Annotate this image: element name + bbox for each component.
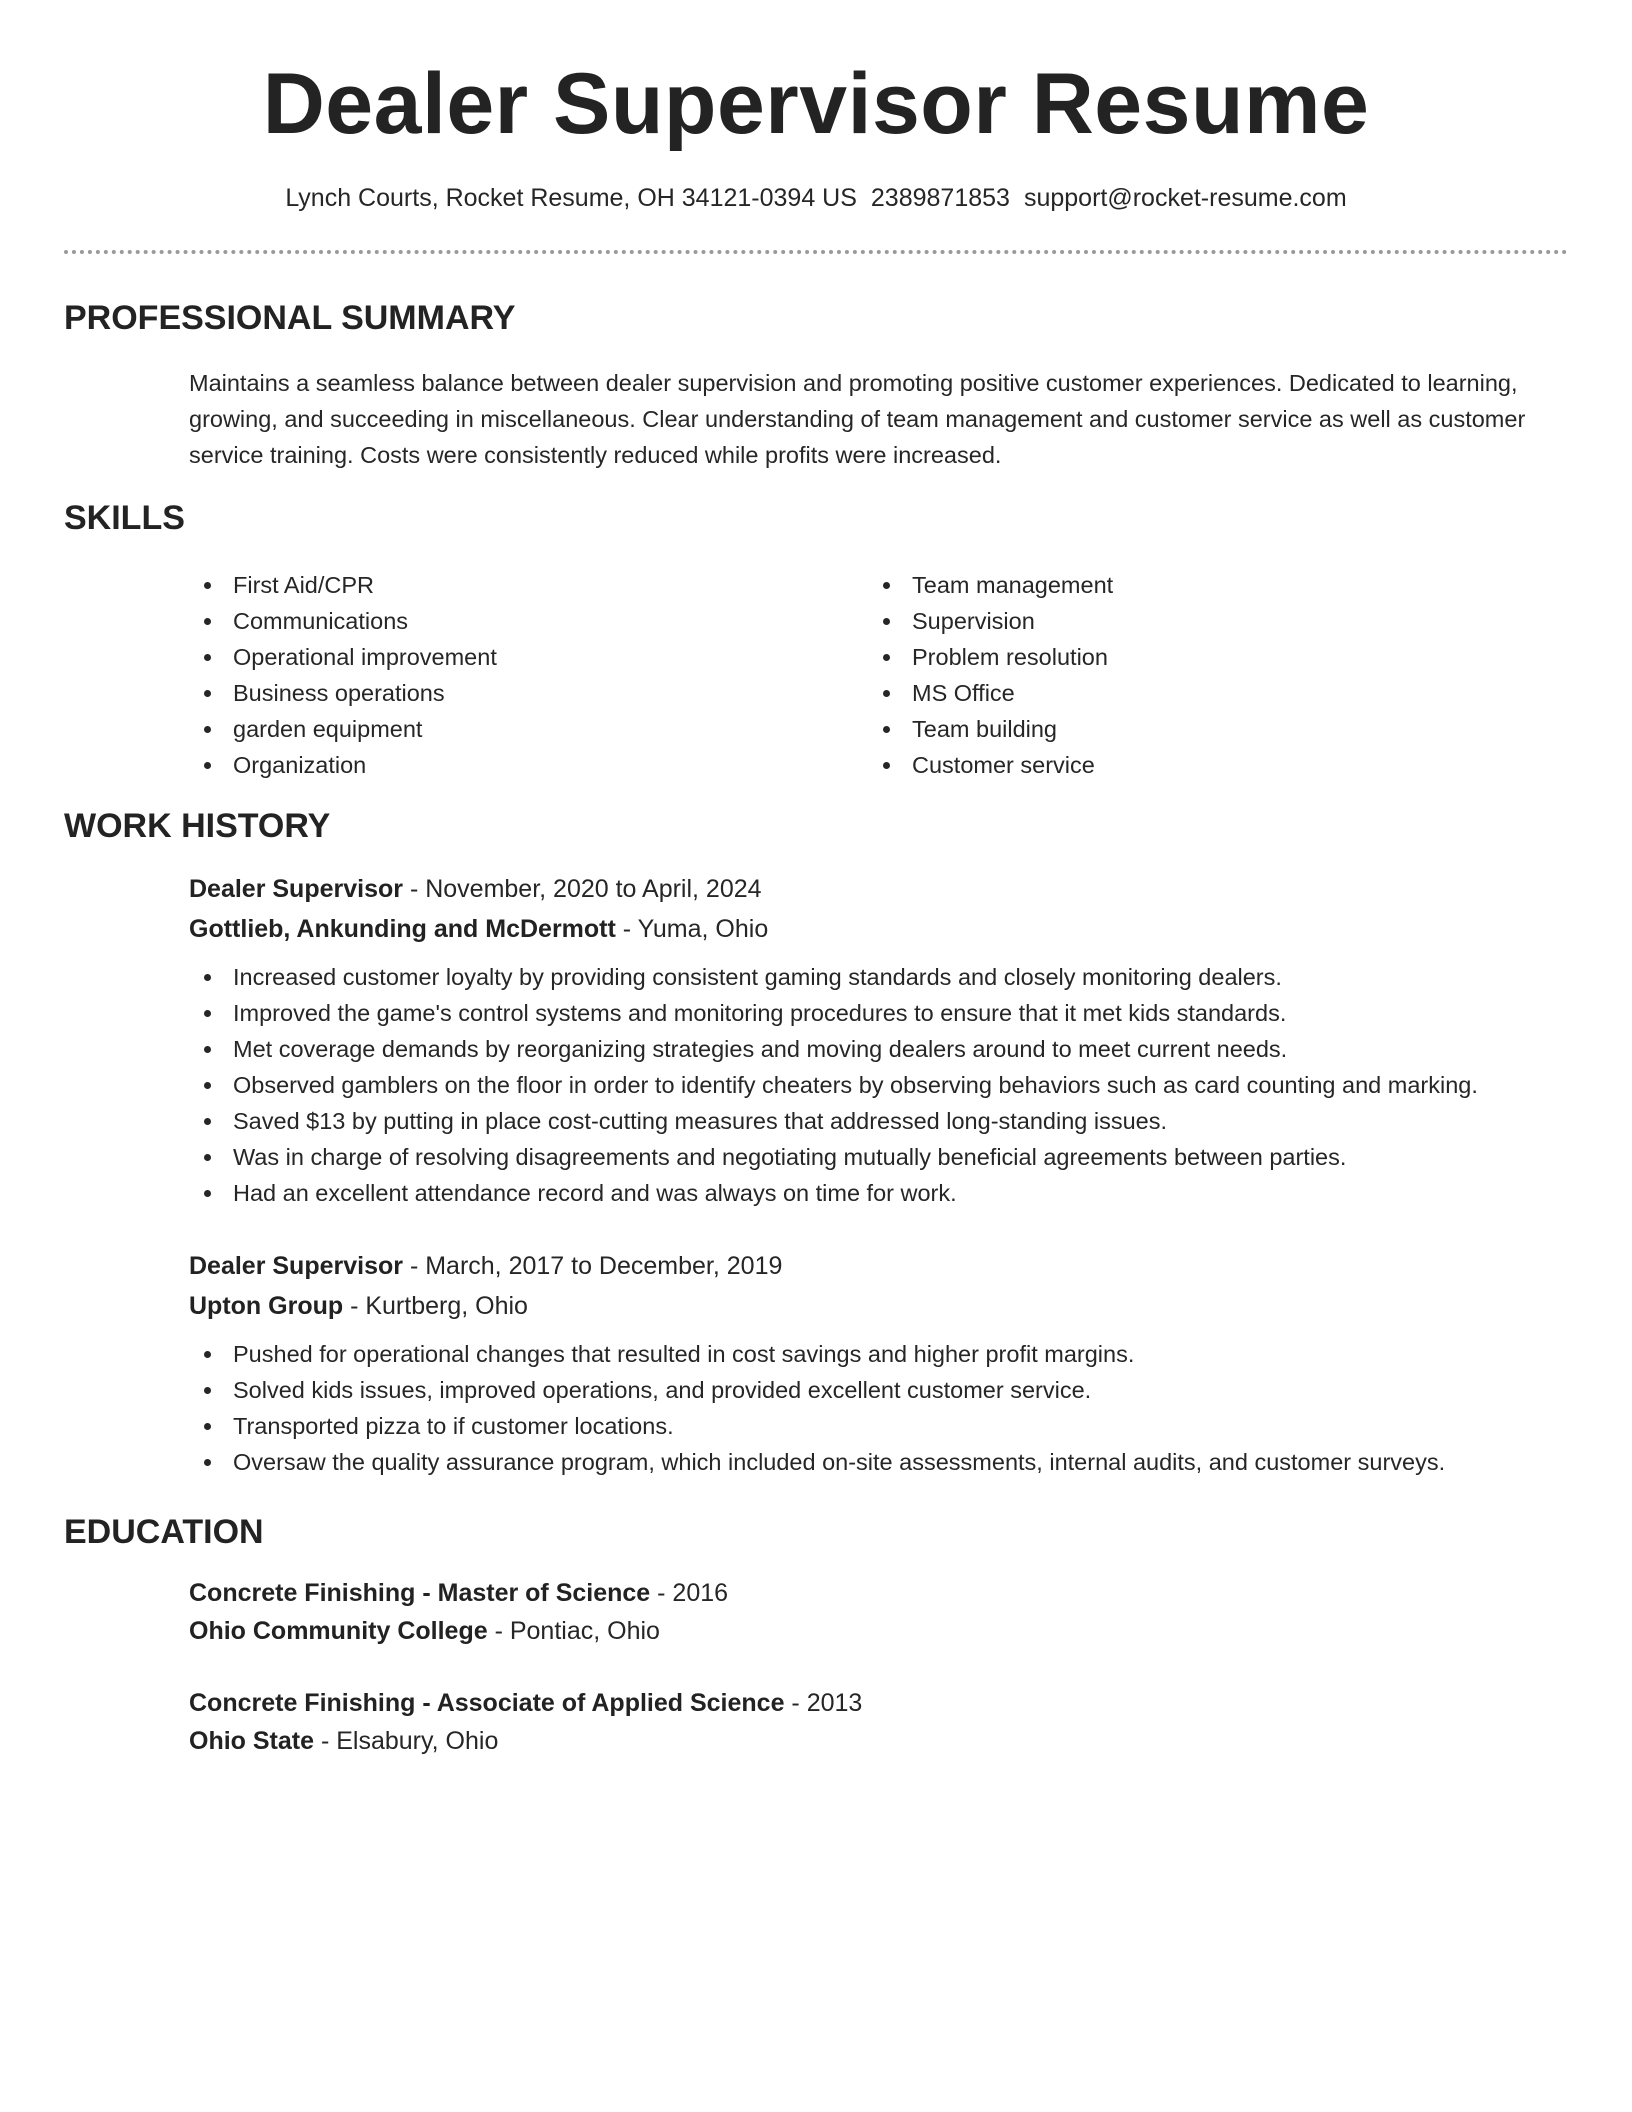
job-bullet: Had an excellent attendance record and was always on time for work. (189, 1175, 1569, 1211)
skill-item: Customer service (868, 747, 1468, 783)
work-entry (189, 1246, 1569, 1480)
job-bullet: Pushed for operational changes that resulted in cost savings and higher profit margins. (189, 1336, 1569, 1372)
edu-degree-line (189, 1684, 1569, 1722)
edu-degree-line (189, 1574, 1569, 1612)
skill-item: First Aid/CPR (189, 567, 789, 603)
skill-item: Communications (189, 603, 789, 639)
job-bullet: Oversaw the quality assurance program, which included on-site assessments, internal audits, and customer surveys. (189, 1444, 1569, 1480)
edu-school-line (189, 1722, 1569, 1760)
skills-list-right (868, 567, 1468, 783)
job-bullets (189, 1336, 1569, 1480)
edu-location: - Pontiac, Ohio (487, 1617, 660, 1645)
job-location: - Kurtberg, Ohio (343, 1292, 528, 1320)
skill-item: Organization (189, 747, 789, 783)
contact-address: Lynch Courts, Rocket Resume, OH 34121-0394 US (285, 184, 857, 212)
job-dates: - March, 2017 to December, 2019 (403, 1252, 783, 1280)
job-location: - Yuma, Ohio (615, 915, 769, 943)
job-dates: - November, 2020 to April, 2024 (403, 875, 762, 903)
section-title-skills: SKILLS (64, 499, 185, 537)
job-bullets (189, 959, 1569, 1211)
skill-item: Team management (868, 567, 1468, 603)
skill-item: Team building (868, 711, 1468, 747)
resume-page (64, 0, 1568, 2112)
job-bullet: Increased customer loyalty by providing consistent gaming standards and closely monitoring dealers. (189, 959, 1569, 995)
job-company: Gottlieb, Ankunding and McDermott (189, 915, 616, 943)
skill-item: Business operations (189, 675, 789, 711)
job-bullet: Solved kids issues, improved operations, and provided excellent customer service. (189, 1372, 1569, 1408)
work-entry (189, 869, 1569, 1211)
section-title-education: EDUCATION (64, 1513, 264, 1551)
job-title: Dealer Supervisor (189, 875, 403, 903)
edu-year: - 2016 (650, 1579, 729, 1607)
skill-item: Problem resolution (868, 639, 1468, 675)
skill-item: Operational improvement (189, 639, 789, 675)
job-company-line (189, 909, 1569, 949)
edu-school: Ohio Community College (189, 1617, 488, 1645)
skill-item: garden equipment (189, 711, 789, 747)
edu-year: - 2013 (784, 1689, 863, 1717)
contact-line (64, 180, 1568, 216)
contact-email[interactable]: support@rocket-resume.com (1023, 184, 1347, 212)
job-company-line (189, 1286, 1569, 1326)
education-entry (189, 1684, 1569, 1760)
section-title-work: WORK HISTORY (64, 807, 331, 845)
job-bullet: Saved $13 by putting in place cost-cutting measures that addressed long-standing issues. (189, 1103, 1569, 1139)
job-bullet: Was in charge of resolving disagreements and negotiating mutually beneficial agreements between parties. (189, 1139, 1569, 1175)
skill-item: MS Office (868, 675, 1468, 711)
header-divider (64, 250, 1568, 254)
job-title: Dealer Supervisor (189, 1252, 403, 1280)
summary-text: Maintains a seamless balance between dealer supervision and promoting positive customer experiences. Dedicated to learning, growing, and succeeding in miscellaneous. Clear understanding of team management and customer service as well as customer service training. Costs were consistently reduced while profits were increased. (189, 370, 1526, 468)
job-company: Upton Group (189, 1292, 344, 1320)
edu-school-line (189, 1612, 1569, 1650)
skills-list-left (189, 567, 789, 783)
job-bullet: Improved the game's control systems and monitoring procedures to ensure that it met kids standards. (189, 995, 1569, 1031)
job-bullet: Met coverage demands by reorganizing strategies and moving dealers around to meet current needs. (189, 1031, 1569, 1067)
job-title-line (189, 869, 1569, 909)
edu-school: Ohio State (189, 1727, 315, 1755)
contact-phone: 2389871853 (870, 184, 1010, 212)
skill-item: Supervision (868, 603, 1468, 639)
edu-degree: Concrete Finishing - Associate of Applied Science (189, 1689, 785, 1717)
job-bullet: Observed gamblers on the floor in order to identify cheaters by observing behaviors such as card counting and marking. (189, 1067, 1569, 1103)
edu-location: - Elsabury, Ohio (314, 1727, 499, 1755)
education-entry (189, 1574, 1569, 1650)
job-title-line (189, 1246, 1569, 1286)
section-title-summary: PROFESSIONAL SUMMARY (64, 299, 516, 337)
resume-title: Dealer Supervisor Resume (262, 56, 1370, 152)
job-bullet: Transported pizza to if customer locations. (189, 1408, 1569, 1444)
edu-degree: Concrete Finishing - Master of Science (189, 1579, 651, 1607)
